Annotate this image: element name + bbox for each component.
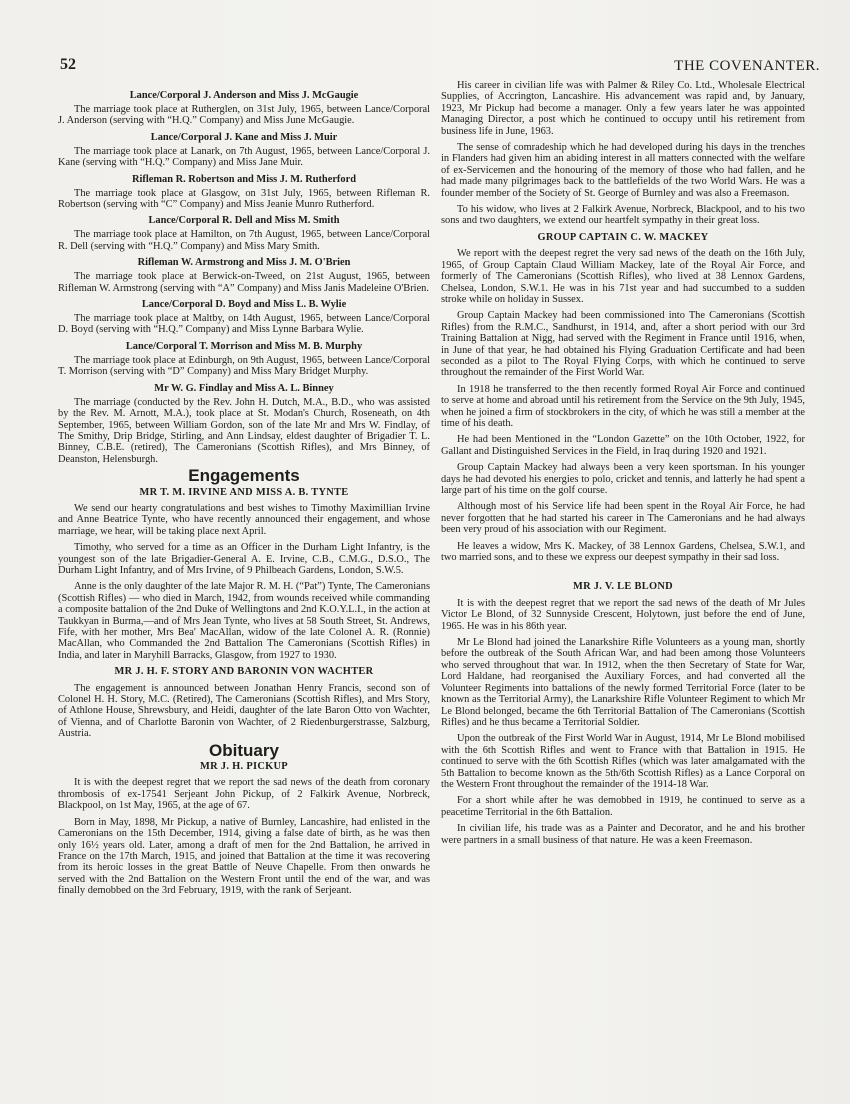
article-title: MR J. H. PICKUP xyxy=(200,761,288,773)
marriage-text: The marriage took place at Hamilton, on 7th August, 1965, between Lance/Corporal R. Dell (serving with “H.Q.” Company) and Miss Mary Smith. xyxy=(58,229,430,252)
paragraph: The engagement is announced between Jonathan Henry Francis, second son of Colonel H. H. Story, M.C. (Retired), The Cameronians (Scottish Rifles), and Mrs Story, of Athlone House, Shrewsbury, and Heidi, daughter of the late Baron Otto von Wachter, of Vienna, and of Charlotte Baronin von Wachter, of 2 Riedenburgerstrasse, Salzburg, Austria. xyxy=(58,682,430,740)
article-title: MR T. M. IRVINE AND MISS A. B. TYNTE xyxy=(139,486,349,498)
marriage-title: Mr W. G. Findlay and Miss A. L. Binney xyxy=(154,382,334,394)
marriage-entry xyxy=(58,174,430,211)
obituary-heading: Obituary xyxy=(209,740,279,760)
marriage-title: Lance/Corporal J. Kane and Miss J. Muir xyxy=(150,131,338,143)
marriage-title: Rifleman W. Armstrong and Miss J. M. O'Brien xyxy=(137,257,351,269)
running-head: THE COVENANTER. xyxy=(674,58,820,74)
paragraph: Born in May, 1898, Mr Pickup, a native of Burnley, Lancashire, had enlisted in the Cameronians on the 15th December, 1914, giving a false date of birth, as he was then only 16½ years old. Later, among a draft of men for the 2nd Battalion, he arrived in France on the 17th March, 1915, and joined that Battalion at the time it was recovering from its heroic losses in the great Battle of Neuve Chapelle. From then onwards he served with the 2nd Battalion on the Western Front until the end of the war, and was finally demobbed on the 3rd February, 1919, with the rank of Serjeant. xyxy=(58,816,430,897)
marriage-text: The marriage took place at Rutherglen, on 31st July, 1965, between Lance/Corporal J. Anderson (serving with “H.Q.” Company) and Miss June McGaugie. xyxy=(58,104,430,127)
marriage-entry xyxy=(58,90,430,127)
marriage-title: Lance/Corporal D. Boyd and Miss L. B. Wylie xyxy=(141,299,347,311)
paragraph: In civilian life, his trade was as a Painter and Decorator, and he and his brother were partners in a small business of that nature. He was a keen Freemason. xyxy=(441,823,805,846)
page-number: 52 xyxy=(60,56,76,73)
marriage-title: Lance/Corporal T. Morrison and Miss M. B. Murphy xyxy=(125,340,363,352)
marriage-text: The marriage took place at Lanark, on 7th August, 1965, between Lance/Corporal J. Kane (serving with “H.Q.” Company) and Miss Jane Muir. xyxy=(58,145,430,169)
paragraph: We report with the deepest regret the very sad news of the death on the 16th July, 1965, of Group Captain Claud William Mackey, late of the Royal Air Force, and formerly of The Cameronians (Scottish Rifles), who lived at 38 Lennox Gardens, Chelsea, London, S.W.1. He was in his 71st year and had succumbed to a sudden stroke while on holiday in Sussex. xyxy=(441,248,805,305)
marriage-title: Lance/Corporal J. Anderson and Miss J. McGaugie xyxy=(129,90,359,101)
paragraph: It is with the deepest regret that we report the sad news of the death from coronary thrombosis of ex-17541 Serjeant John Pickup, of 2 Falkirk Avenue, Norbreck, Blackpool, on 1st May, 1965, at the age of 67. xyxy=(58,777,430,812)
paragraph: Mr Le Blond had joined the Lanarkshire Rifle Volunteers as a young man, shortly before the outbreak of the South African War, and had been among those Volunteers who served throughout that war. In 1912, when the then Secretary of State for War, Lord Haldane, had reorganised the Auxiliary Forces, and had converted all the Volunteer Regiments into battalions of the newly formed Territorial Force (later to be known as the Territorial Army), the Lanarkshire Rifle Volunteer Regiment to which Mr Le Blond belonged, became the 6th Territorial Battalion of The Cameronians (Scottish Rifles) and he thus became a Territorial Soldier. xyxy=(441,637,805,728)
paragraph: The sense of comradeship which he had developed during his days in the trenches in Flanders had given him an abiding interest in all matters connected with the welfare of ex-Servicemen and the honouring of the memory of those who had fallen, and he had made many pilgrimages back to the battlefields of the two World Wars. He was a founder member of the Society of St. George of Burnley and was also a Freemason. xyxy=(441,142,805,199)
paragraph: Group Captain Mackey had always been a very keen sportsman. In his younger days he had devoted his energies to polo, cricket and tennis, and latterly he had spent a large part of his time on the golf course. xyxy=(441,462,805,496)
engagements-heading: Engagements xyxy=(188,466,300,486)
paragraph: We send our hearty congratulations and best wishes to Timothy Maximillian Irvine and Anne Beatrice Tynte, who have recently announced their engagement, and whose marriage, we hear, will be taking place next April. xyxy=(58,502,430,537)
paragraph: Anne is the only daughter of the late Major R. M. H. (“Pat”) Tynte, The Cameronians (Scottish Rifles) — who died in March, 1942, from wounds received while commanding a composite battalion of the 2nd Duke of Wellingtons and 2nd K.O.Y.L.I., in the action at Taukkyan in Burma,—and of Mrs Jean Tynte, who lives at 58 South Street, St. Andrews, Fife, with her mother, Mrs Bea' MacAllan, widow of the late Colonel A. R. (Ronnie) MacAllan, who Commanded the 2nd Battalion The Cameronians (Scottish Rifles) in India, and later in Maryhill Barracks, Glasgow, from 1927 to 1930. xyxy=(58,581,430,661)
right-column xyxy=(441,80,805,851)
paragraph: For a short while after he was demobbed in 1919, he continued to serve as a peacetime Territorial in the 6th Battalion. xyxy=(441,795,805,818)
paragraph: He had been Mentioned in the “London Gazette” on the 10th October, 1922, for Gallant and Distinguished Services in the Field, in Iraq during 1920 and 1921. xyxy=(441,434,805,457)
paragraph: His career in civilian life was with Palmer & Riley Co. Ltd., Wholesale Electrical Supplies, of Accrington, Lancashire. His advancement was rapid and, by January, 1923, Mr Pickup had become a manager. Only a few years later he was appointed Managing Director, a post which he continued to occupy until his retirement from business life in June, 1963. xyxy=(441,80,805,137)
left-column xyxy=(58,88,430,902)
paragraph: In 1918 he transferred to the then recently formed Royal Air Force and continued to serve at home and abroad until his retirement from the Service on the 9th July, 1945, when he joined a firm of stockbrokers in the city, of which he was still a member at the time of his death. xyxy=(441,383,805,429)
article-title: MR J. V. LE BLOND xyxy=(573,581,673,593)
marriage-text: The marriage (conducted by the Rev. John H. Dutch, M.A., B.D., who was assisted by the Rev. M. Arnott, M.A.), took place at St. Modan's Church, Roseneath, on 4th September, 1965, between William Gordon, son of the late Mr and Mrs W. Findlay, of The Smithy, Drip Bridge, Stirling, and Ann Lindsay, eldest daughter of Brigadier T. L. Binney, C.B.E. (retired), The Cameronians (Scottish Rifles), and Mrs Binney, of Deanston, Helensburgh. xyxy=(58,396,430,465)
paragraph: It is with the deepest regret that we report the sad news of the death of Mr Jules Victor Le Blond, of 32 Sunnyside Crescent, Holytown, just before the end of June, 1965. He was in his 86th year. xyxy=(441,597,805,632)
paragraph: To his widow, who lives at 2 Falkirk Avenue, Norbreck, Blackpool, and to his two sons and two daughters, we extend our heartfelt sympathy in their great loss. xyxy=(441,204,805,227)
marriage-title: Lance/Corporal R. Dell and Miss M. Smith xyxy=(148,215,340,227)
paragraph: Group Captain Mackey had been commissioned into The Cameronians (Scottish Rifles) from the R.M.C., Sandhurst, in 1914, and, after a short period with our 3rd Training Battalion at Nigg, had served with the Regiment in France until 1916, when, in June of that year, he had obtained his Flying Graduation Certificate and had been seconded as a pilot to The Royal Flying Corps, with which he continued to serve throughout the remainder of the First World War. xyxy=(441,310,805,379)
paragraph: Timothy, who served for a time as an Officer in the Durham Light Infantry, is the youngest son of the late Brigadier-General A. E. Irvine, C.B., C.M.G., D.S.O., The Durham Light Infantry, and of Mrs Irvine, of 9 Philbeach Gardens, London, S.W.5. xyxy=(58,542,430,576)
marriage-entry xyxy=(58,257,430,294)
marriage-text: The marriage took place at Glasgow, on 31st July, 1965, between Rifleman R. Robertson (serving with “C” Company) and Miss Jeanie Munro Rutherford. xyxy=(58,187,430,211)
marriage-text: The marriage took place at Berwick-on-Tweed, on 21st August, 1965, between Rifleman W. Armstrong (serving with “A” Company) and Miss Janis Madeleine O'Brien. xyxy=(58,271,430,294)
article-title: MR J. H. F. STORY AND BARONIN VON WACHTER xyxy=(114,666,374,678)
marriage-entry xyxy=(58,132,430,169)
paragraph: Although most of his Service life had been spent in the Royal Air Force, he had never forgotten that he had started his career in The Cameronians and he had always been very proud of his association with our Regiment. xyxy=(441,501,805,536)
paragraph: Upon the outbreak of the First World War in August, 1914, Mr Le Blond mobilised with the 6th Scottish Rifles and went to France with that Battalion in 1915. He continued to serve with the 6th Scottish Rifles (which was later amalgamated with the 5th Battalion to become known as the 5th/6th Scottish Rifles) as a Lance Corporal on the Western Front throughout the remainder of the 1914-18 War. xyxy=(441,733,805,790)
spacer xyxy=(441,568,805,578)
marriage-entry xyxy=(58,299,430,336)
article-title: GROUP CAPTAIN C. W. MACKEY xyxy=(537,231,709,243)
marriage-entry xyxy=(58,383,430,465)
marriage-text: The marriage took place at Edinburgh, on 9th August, 1965, between Lance/Corporal T. Morrison (serving with “D” Company) and Miss Mary Bridget Murphy. xyxy=(58,354,430,378)
marriage-text: The marriage took place at Maltby, on 14th August, 1965, between Lance/Corporal D. Boyd (serving with “H.Q.” Company) and Miss Lynne Barbara Wylie. xyxy=(58,313,430,336)
marriage-entry xyxy=(58,341,430,378)
marriage-title: Rifleman R. Robertson and Miss J. M. Rutherford xyxy=(132,173,356,185)
paragraph: He leaves a widow, Mrs K. Mackey, of 38 Lennox Gardens, Chelsea, S.W.1, and two married sons, and to these we express our deepest sympathy in their sad loss. xyxy=(441,540,805,564)
marriage-entry xyxy=(58,215,430,252)
